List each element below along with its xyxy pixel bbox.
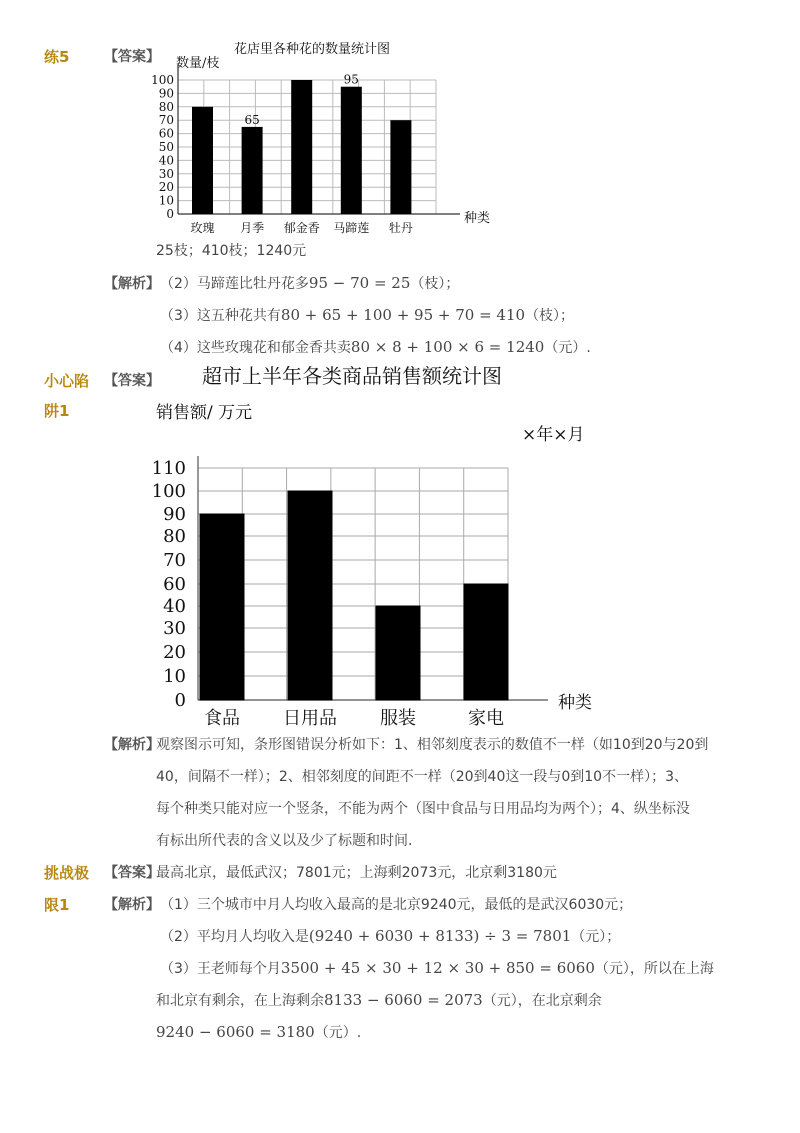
chart1-ytick-label: 30: [158, 166, 174, 181]
chart1-ytick-label: 10: [158, 193, 174, 208]
section-tag-jing1: 阱1: [44, 402, 70, 420]
analysis-label-3: 【解析】: [104, 897, 160, 913]
analysis2-line-4: 有标出所代表的含义以及少了标题和时间.: [156, 833, 413, 849]
chart2-ytick-label: 70: [163, 550, 186, 571]
section-tag-lian5: 练5: [44, 48, 70, 66]
chart1-ytick-label: 60: [158, 126, 174, 141]
analysis-line-4: （4）这些玫瑰花和郁金香共卖80 × 8 + 100 × 6 = 1240（元）.: [160, 338, 591, 356]
chart1-category-label: 牡丹: [388, 221, 413, 235]
analysis3-line-5: 9240 − 6060 = 3180（元）.: [156, 1023, 362, 1041]
analysis-line-3: （3）这五种花共有80 + 65 + 100 + 95 + 70 = 410（枝）；: [160, 306, 575, 324]
chart1-ytick-label: 80: [158, 99, 174, 114]
analysis-label-1: 【解析】: [104, 276, 160, 292]
analysis-line-2: （2）马蹄莲比牡丹花多95 − 70 = 25（枝）；: [160, 274, 460, 292]
chart2-category-label: 服装: [380, 708, 416, 729]
chart1-ytick-label: 90: [158, 86, 174, 101]
analysis-label-2: 【解析】: [104, 737, 160, 753]
answer-label: 【答案】: [104, 49, 160, 65]
chart2-ytick-label: 110: [151, 458, 186, 479]
chart2-xlabel: 种类: [558, 693, 592, 713]
chart1-ytick-label: 20: [158, 180, 174, 195]
section-tag-xiaoxinxian: 小心陷: [44, 372, 90, 390]
chart2-ytick-label: 0: [174, 690, 186, 711]
chart2-category-label: 食品: [204, 708, 240, 729]
chart2-ytick-label: 90: [163, 504, 186, 525]
chart1-bar: [242, 127, 263, 214]
chart2-subtitle: ×年×月: [522, 425, 585, 445]
chart1-title: 花店里各种花的数量统计图: [234, 42, 391, 57]
chart1-svg: [140, 64, 460, 240]
chart2-ytick-label: 80: [163, 526, 186, 547]
chart2-bar: [376, 606, 420, 700]
chart2-ytick-label: 30: [163, 618, 186, 639]
analysis3-line-2: （2）平均月人均收入是(9240 + 6030 + 8133) ÷ 3 = 7801（元）；: [160, 927, 621, 945]
chart1-ytick-label: 40: [158, 153, 174, 168]
chart2-category-label: 日用品: [283, 708, 337, 729]
chart2-bar: [464, 584, 508, 700]
analysis3-line-1: （1）三个城市中月人均收入最高的是北京9240元，最低的是武汉6030元；: [160, 897, 633, 913]
chart1-category-label: 马蹄莲: [333, 221, 370, 235]
chart1-bar: [390, 120, 411, 214]
answer-label-3: 【答案】: [104, 865, 160, 881]
chart2-ytick-label: 20: [163, 642, 186, 663]
chart1-category-label: 月季: [240, 221, 265, 235]
chart1-category-label: 郁金香: [283, 221, 320, 235]
analysis2-line-3: 每个种类只能对应一个竖条，不能为两个（图中食品与日用品均为两个）；4、纵坐标没: [156, 801, 690, 817]
analysis2-line-1: 观察图示可知，条形图错误分析如下：1、相邻刻度表示的数值不一样（如10到20与20到: [156, 737, 709, 753]
answer-label-2: 【答案】: [104, 373, 160, 389]
chart2-title: 超市上半年各类商品销售额统计图: [202, 364, 502, 388]
chart2-ytick-label: 100: [151, 481, 186, 502]
section-tag-tiaozhanji: 挑战极: [44, 864, 90, 882]
analysis3-line-4: 和北京有剩余，在上海剩余8133 − 6060 = 2073（元），在北京剩余: [156, 991, 602, 1009]
chart2-ytick-label: 40: [163, 596, 186, 617]
chart1-category-label: 玫瑰: [190, 221, 215, 235]
chart2-ytick-label: 60: [163, 574, 186, 595]
answer-text-3: 最高北京，最低武汉；7801元；上海剩2073元，北京剩3180元: [156, 865, 557, 881]
chart1-bar: [192, 107, 213, 214]
answer-text-1: 25枝；410枝；1240元: [156, 243, 307, 259]
analysis2-line-2: 40，间隔不一样）；2、相邻刻度的间距不一样（20到40这一段与0到10不一样）；3、: [156, 769, 688, 785]
chart2-ylabel: 销售额/ 万元: [156, 403, 253, 423]
chart1-data-label: 65: [244, 112, 260, 127]
chart2-bar: [288, 491, 332, 700]
analysis3-line-3: （3）王老师每个月3500 + 45 × 30 + 12 × 30 + 850 = 6060（元），所以在上海: [160, 959, 714, 977]
chart1-ytick-label: 100: [151, 73, 174, 87]
chart1-ytick-label: 70: [158, 113, 174, 128]
chart1-ytick-label: 0: [166, 207, 174, 221]
chart1-ytick-label: 50: [158, 140, 174, 154]
chart2-bar: [200, 514, 244, 700]
chart1-ylabel: 数量/枝: [176, 56, 220, 71]
section-tag-xian1: 限1: [44, 896, 70, 914]
chart1-data-label: 95: [343, 72, 359, 87]
chart2-ytick-label: 10: [163, 666, 186, 687]
chart1-bar: [291, 80, 312, 214]
chart2-svg: [150, 450, 560, 730]
chart2-category-label: 家电: [468, 708, 504, 729]
chart1-xlabel: 种类: [464, 211, 491, 226]
chart1-bar: [341, 87, 362, 214]
